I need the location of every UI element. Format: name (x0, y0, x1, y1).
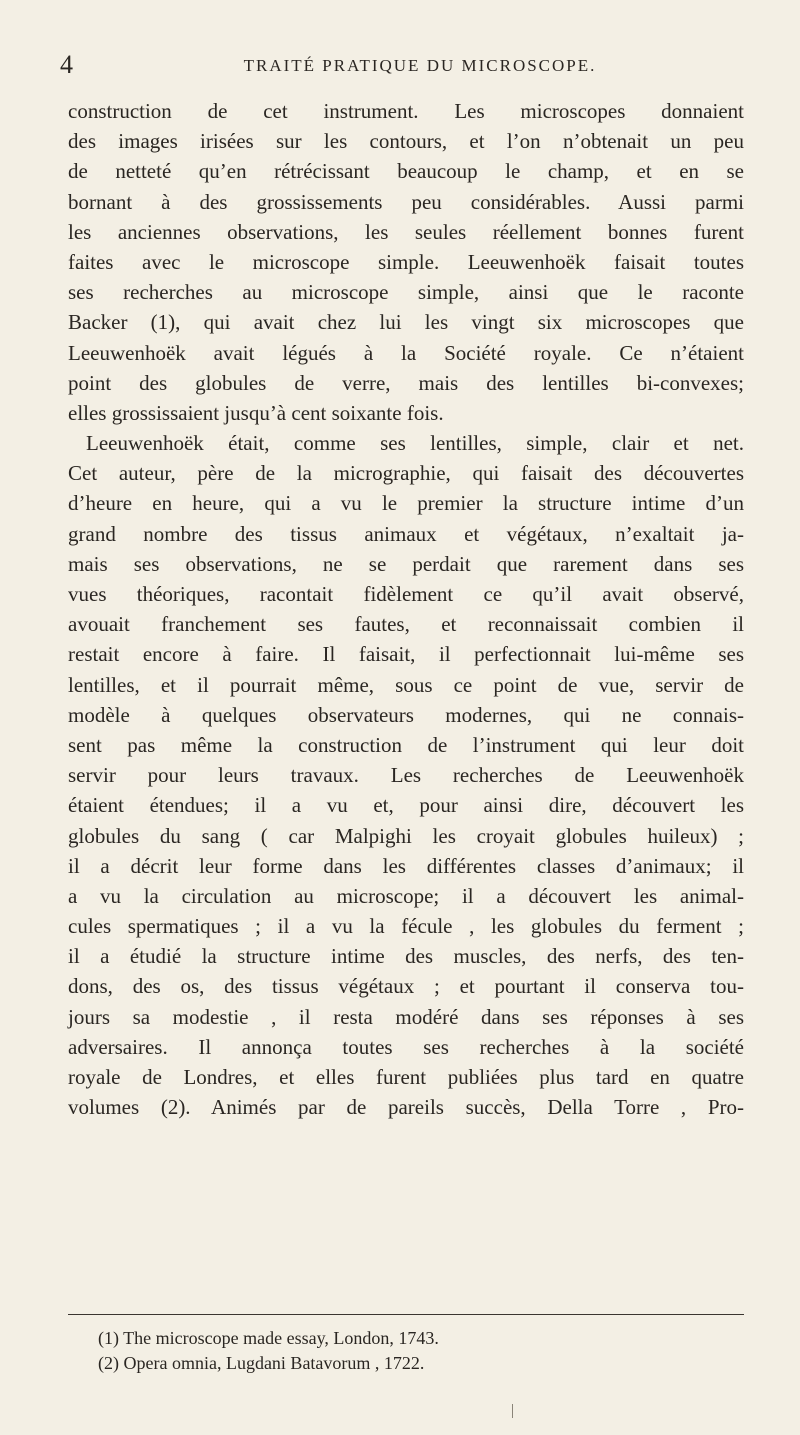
text-line: les anciennes observations, les seules réellement bonnes furent (68, 219, 744, 244)
text-line: il a décrit leur forme dans les différentes classes d’animaux; il (68, 853, 744, 878)
footnote: (1) The microscope made essay, London, 1743. (98, 1328, 439, 1348)
text-line: Backer (1), qui avait chez lui les vingt six microscopes que (68, 310, 744, 335)
footnote-divider (68, 1314, 744, 1315)
text-line: Leeuwenhoëk avait légués à la Société royale. Ce n’étaient (68, 340, 744, 365)
text-line: globules du sang ( car Malpighi les croyait globules huileux) ; (68, 823, 744, 848)
text-line: faites avec le microscope simple. Leeuwenhoëk faisait toutes (68, 249, 744, 274)
text-line: a vu la circulation au microscope; il a découvert les animal- (68, 883, 744, 908)
text-line: Cet auteur, père de la micrographie, qui faisait des découvertes (68, 461, 744, 486)
text-line: il a étudié la structure intime des muscles, des nerfs, des ten- (68, 944, 744, 969)
footnotes (98, 1326, 738, 1376)
text-line: vues théoriques, racontait fidèlement ce qu’il avait observé, (68, 582, 744, 606)
text-line: étaient étendues; il a vu et, pour ainsi dire, découvert les (68, 793, 744, 818)
text-line: modèle à quelques observateurs modernes, qui ne connais- (68, 702, 744, 727)
text-line: restait encore à faire. Il faisait, il perfectionnait lui-même ses (68, 642, 744, 667)
text-line: elles grossissaient jusqu’à cent soixante fois. (68, 400, 444, 425)
text-line: servir pour leurs travaux. Les recherches de Leeuwenhoëk (68, 763, 744, 788)
text-line: adversaires. Il annonça toutes ses recherches à la société (68, 1034, 744, 1059)
text-line: mais ses observations, ne se perdait que rarement dans ses (68, 551, 744, 576)
text-line: avouait franchement ses fautes, et reconnaissait combien il (68, 612, 744, 637)
text-line: sent pas même la construction de l’instrument qui leur doit (68, 732, 744, 757)
text-line: lentilles, et il pourrait même, sous ce point de vue, servir de (68, 672, 744, 697)
text-line: jours sa modestie , il resta modéré dans ses réponses à ses (68, 1004, 744, 1029)
text-line: Leeuwenhoëk était, comme ses lentilles, simple, clair et net. (86, 431, 744, 456)
running-title: TRAITÉ PRATIQUE DU MICROSCOPE. (243, 56, 597, 75)
text-line: construction de cet instrument. Les microscopes donnaient (68, 99, 744, 123)
text-line: volumes (2). Animés par de pareils succès, Della Torre , Pro- (68, 1095, 744, 1120)
text-line: des images irisées sur les contours, et l’on n’obtenait un peu (68, 129, 744, 154)
text-line: ses recherches au microscope simple, ainsi que le raconte (68, 280, 744, 305)
text-line: bornant à des grossissements peu considérables. Aussi parmi (68, 189, 744, 214)
text-line: d’heure en heure, qui a vu le premier la structure intime d’un (68, 491, 744, 516)
text-line: royale de Londres, et elles furent publiées plus tard en quatre (68, 1065, 744, 1089)
text-line: point des globules de verre, mais des lentilles bi-convexes; (68, 370, 744, 395)
print-mark (512, 1404, 513, 1418)
text-line: de netteté qu’en rétrécissant beaucoup le champ, et en se (68, 159, 744, 184)
text-line: cules spermatiques ; il a vu la fécule , les globules du ferment ; (68, 914, 744, 939)
text-line: grand nombre des tissus animaux et végétaux, n’exaltait ja- (68, 521, 744, 546)
body-text (68, 96, 744, 1122)
page-number: 4 (60, 50, 73, 79)
page-header (60, 48, 740, 82)
footnote: (2) Opera omnia, Lugdani Batavorum , 1722. (98, 1353, 425, 1373)
text-line: dons, des os, des tissus végétaux ; et pourtant il conserva tou- (68, 974, 744, 999)
